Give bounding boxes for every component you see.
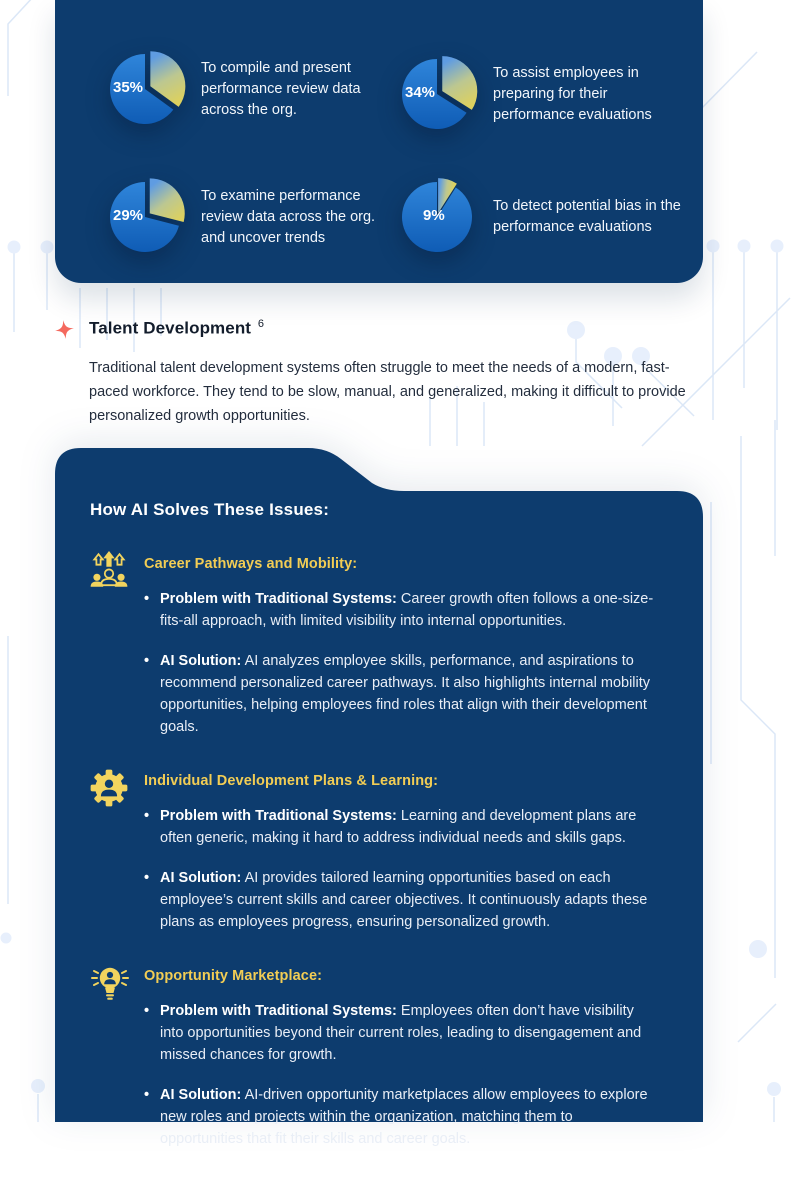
team-growth-icon (88, 548, 130, 738)
bullet-detail: AI analyzes employee skills, performance, and aspirations to recommend personalized career pathways. It also highlights internal mobility opportunities, helping employees find roles that align with their development goals. (160, 653, 651, 735)
bullet-marker: • (144, 870, 150, 886)
solution-body (144, 548, 657, 738)
pie-chart (102, 174, 188, 260)
bullet-lead: AI Solution: (160, 653, 242, 669)
bullet-text (160, 1084, 657, 1150)
section-title-text: Talent Development (89, 318, 252, 338)
talent-development-section (55, 318, 703, 428)
bullet-marker: • (144, 591, 150, 607)
bullet-lead: Problem with Traditional Systems: (160, 1003, 397, 1019)
bullet-lead: Problem with Traditional Systems: (160, 591, 397, 607)
bullet-text (160, 1000, 657, 1066)
gear-person-icon (88, 765, 130, 933)
bullet-lead: Problem with Traditional Systems: (160, 808, 397, 824)
solutions-card (55, 448, 703, 1147)
bullet-detail: Learning and development plans are often generic, making it hard to address individual needs and skills gaps. (160, 808, 637, 846)
pie-chart (394, 51, 480, 137)
section-heading-row (55, 318, 703, 339)
bullet-marker: • (144, 1003, 150, 1019)
bullet-text (160, 867, 657, 933)
pie-percentage: 35% (112, 79, 144, 96)
bullet-lead: AI Solution: (160, 870, 242, 886)
solution-heading: Individual Development Plans & Learning: (144, 773, 439, 789)
pie-percentage: 9% (423, 207, 445, 224)
bullet-text (160, 650, 657, 738)
stats-grid (55, 0, 703, 260)
bullet-item (144, 805, 657, 849)
bullet-item (144, 867, 657, 933)
stat-label: To assist employees in preparing for their performance evaluations (493, 64, 652, 123)
bullet-list (144, 588, 657, 738)
pie-percentage: 29% (112, 207, 144, 224)
bullet-item (144, 1000, 657, 1066)
pie-chart (102, 46, 188, 132)
solution-item (88, 548, 657, 738)
stat-label: To examine performance review data across the org. and uncover trends (201, 187, 376, 246)
pie-chart (394, 174, 480, 260)
bullet-list (144, 1000, 657, 1150)
stat-item (102, 174, 394, 260)
bullet-text (160, 588, 657, 632)
stat-label: To detect potential bias in the performance evaluations (493, 198, 681, 235)
bullet-detail: Career growth often follows a one-size-fits-all approach, with limited visibility into internal opportunities. (160, 591, 654, 629)
bullet-item (144, 650, 657, 738)
solution-heading: Career Pathways and Mobility: (144, 556, 358, 572)
stat-item (394, 51, 683, 137)
stat-item (394, 174, 683, 260)
stats-card (55, 0, 703, 283)
bullet-detail: AI provides tailored learning opportunities based on each employee’s current skills and career objectives. It continuously adapts these plans as employees progress, ensuring personalized growth. (160, 870, 648, 930)
section-paragraph: Traditional talent development systems often struggle to meet the needs of a modern, fast-paced workforce. They tend to be slow, manual, and generalized, making it difficult to provide personalized growth opportunities. (89, 360, 686, 424)
solutions-card-title: How AI Solves These Issues: (90, 500, 330, 519)
bullet-item (144, 588, 657, 632)
footnote-marker: 6 (257, 318, 265, 330)
solution-body (144, 765, 657, 933)
bullet-list (144, 805, 657, 933)
pie-percentage: 34% (404, 84, 436, 101)
section-title (89, 318, 264, 339)
bullet-marker: • (144, 1087, 150, 1103)
stat-item (102, 41, 394, 137)
bullet-detail: Employees often don’t have visibility into opportunities beyond their current roles, leading to disengagement and missed chances for growth. (160, 1003, 642, 1063)
bullet-detail: AI-driven opportunity marketplaces allow employees to explore new roles and projects within the organization, matching them to opportunities that fit their skills and career goals. (160, 1087, 648, 1147)
sparkle-icon (54, 319, 75, 340)
solution-heading: Opportunity Marketplace: (144, 968, 323, 984)
bullet-marker: • (144, 653, 150, 669)
bullet-marker: • (144, 808, 150, 824)
bullet-text (160, 805, 657, 849)
solutions-card-content (55, 448, 703, 1177)
bullet-item (144, 1084, 657, 1150)
stat-label: To compile and present performance review data across the org. (201, 59, 361, 118)
bullet-lead: AI Solution: (160, 1087, 242, 1103)
solution-item (88, 765, 657, 933)
